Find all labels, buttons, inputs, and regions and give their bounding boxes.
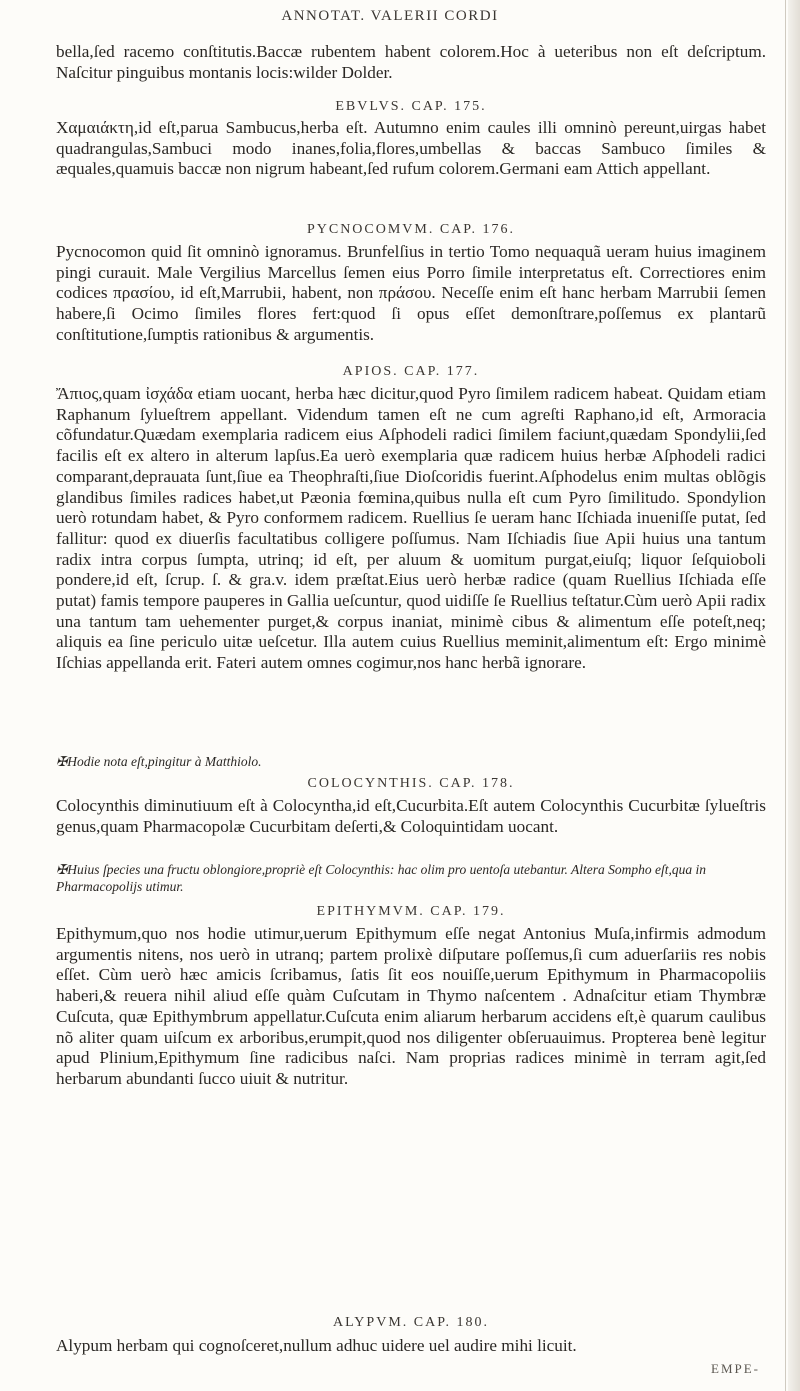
section-colocynthis-note — [56, 861, 766, 895]
section-apios — [56, 364, 766, 380]
section-heading: EBVLVS. CAP. 175. — [335, 99, 487, 114]
section-apios-note — [56, 753, 766, 770]
section-alypum-body — [56, 1336, 766, 1357]
section-paragraph: Χαμαιάκτη,id eſt,parua Sambucus,herba eſt. Autumno enim caules illi omninò pereunt,uirgas habet quadrangulas,Sambuci modo inanes,folia,flores,umbellas & baccas Sambuco ſimiles & æquales,quamuis baccæ non nigrum habeant,ſed rufum colorem.Germani eam Attich appellant. — [56, 118, 766, 179]
section-colocynthis — [56, 776, 766, 792]
section-paragraph: Alypum herbam qui cognoſceret,nullum adhuc uidere uel audire mihi licuit. — [56, 1336, 577, 1355]
section-apios-body — [56, 384, 766, 674]
section-colocynthis-body — [56, 796, 766, 837]
intro-paragraph: bella,ſed racemo conſtitutis.Baccæ rubentem habent colorem.Hoc à ueteribus non eſt deſcriptum. Naſcitur pinguibus montanis locis:wilder Dolder. — [56, 42, 766, 82]
section-heading: EPITHYMVM. CAP. 179. — [316, 904, 506, 919]
section-epithymum — [56, 904, 766, 920]
section-heading: ALYPVM. CAP. 180. — [333, 1315, 489, 1330]
section-alypum — [56, 1315, 766, 1331]
section-heading: PYCNOCOMVM. CAP. 176. — [306, 222, 516, 237]
section-heading: COLOCYNTHIS. CAP. 178. — [307, 776, 515, 791]
page-fold-line — [785, 0, 786, 1391]
section-paragraph: Ἄπιος,quam ἰσχάδα etiam uocant, herba hæc dicitur,quod Pyro ſimilem radicem habeat. Quidam etiam Raphanum ſylueſtrem appellant. Videndum tamen eſt ne cum agreſti Raphano,id eſt, Armoracia cõfundatur.Quædam exemplaria radicem eius Aſphodeli radici ſimilem faciunt,quædam Spondylii,ſed facilis eſt ex altero in alterum lapſus.Ea uerò exemplaria quæ radicem huius herbæ Aſphodeli radici comparant,deprauata ſunt,ſiue ea Theophraſti,ſiue Dioſcoridis fuerint.Aſphodelus enim multas oblõgis glandibus ſimiles radices habet,ut Pæonia fœmina,quibus nulla eſt cum Pyro ſimilitudo. Spondylion uerò rotundam habet, & Pyro conformem radicem. Ruellius ſe ueram hanc Iſchiada inueniſſe putat, ſed fallitur: quod ex diuerſis facultatibus colligere poſſumus. Nam Iſchiadis ſiue Apii huius una tantum radix intra corpus ſumpta, utrinq; id eſt, per aluum & uomitum purgat,eiuſq; liquor ſeſquioboli pondere,id eſt, ſcrup. ſ. & gra.v. idem præſtat.Eius uerò herbæ radice (quam Ruellius Iſchiada eſſe putat) famis tempore pauperes in Gallia ueſcuntur, quod uidiſſe ſe Ruellius teſtatur.Cùm uerò Apii radix una tantum tam uehementer purget,& corpus inaniat, minimè cibus & alimentum eſſe poteſt,neq; aliquis ea ſine periculo uitæ ueſcetur. Illa autem cuius Ruellius meminit,alimentum eſt: Ergo minimè Iſchias appellanda erit. Fateri autem omnes cogimur,nos hanc herbã ignorare. — [56, 384, 766, 673]
section-ebulus-body — [56, 118, 766, 180]
running-header: ANNOTAT. VALERII CORDI — [281, 8, 499, 24]
section-epithymum-body — [56, 924, 766, 1090]
section-pycnocomum-body — [56, 242, 766, 346]
catchword: EMPE- — [711, 1361, 760, 1376]
section-ebulus — [56, 99, 766, 115]
section-paragraph: Epithymum,quo nos hodie utimur,uerum Epithymum eſſe negat Antonius Muſa,infirmis admodum argumentis nitens, nos uerò in utranq; partem prolixè diſputare poſſemus,ſi cum aduerſariis res nobis eſſet. Cùm uerò hæc amicis ſcribamus, ſatis ſit eos nouiſſe,uerum Epithymum in Pharmacopoliis haberi,& reuera nihil aliud eſſe quàm Cuſcutam in Thymo naſcentem . Adnaſcitur etiam Thymbræ Cuſcuta, quæ Epithymbrum appellatur.Cuſcuta enim aliarum herbarum accidens eſt,è quarum caulibus nõ aliter quam uiſcum ex arboribus,erumpit,quod nos diligenter obſeruauimus. Propterea benè legitur apud Plinium,Epithymum ſine radicibus naſci. Nam proprias radices minimè in terram agit,ſed herbarum abundanti ſucco uiuit & nutritur. — [56, 924, 766, 1088]
section-pycnocomum — [56, 222, 766, 238]
section-paragraph: Pycnocomon quid ſit omninò ignoramus. Brunfelſius in tertio Tomo nequaquã ueram huius imaginem pingi curauit. Male Vergilius Marcellus ſemen eius Porro ſimile interpretatus eſt. Correctiores enim codices πρασίου, id eſt,Marrubii, habent, non πράσου. Neceſſe enim eſt hanc herbam Marrubii ſemen habere,ſi Ocimo ſimiles flores fert:quod ſi opus eſſet demonſtrare,poſſemus ex plantarũ conſtitutione,ſumptis rationibus & argumentis. — [56, 242, 766, 344]
section-paragraph: Colocynthis diminutiuum eſt à Colocyntha,id eſt,Cucurbita.Eſt autem Colocynthis Cucurbitæ ſylueſtris genus,quam Pharmacopolæ Cucurbitam deſerti,& Coloquintidam uocant. — [56, 796, 766, 836]
marginal-note: ✠Hodie nota eſt,pingitur à Matthiolo. — [56, 754, 262, 769]
marginal-note: ✠Huius ſpecies una fructu oblongiore,propriè eſt Colocynthis: hac olim pro uentoſa utebantur. Altera Sompho eſt,qua in Pharmacopolijs utimur. — [56, 862, 707, 894]
intro-block — [56, 42, 766, 83]
section-heading: APIOS. CAP. 177. — [342, 364, 480, 379]
page-fold-shadow — [788, 0, 800, 1391]
